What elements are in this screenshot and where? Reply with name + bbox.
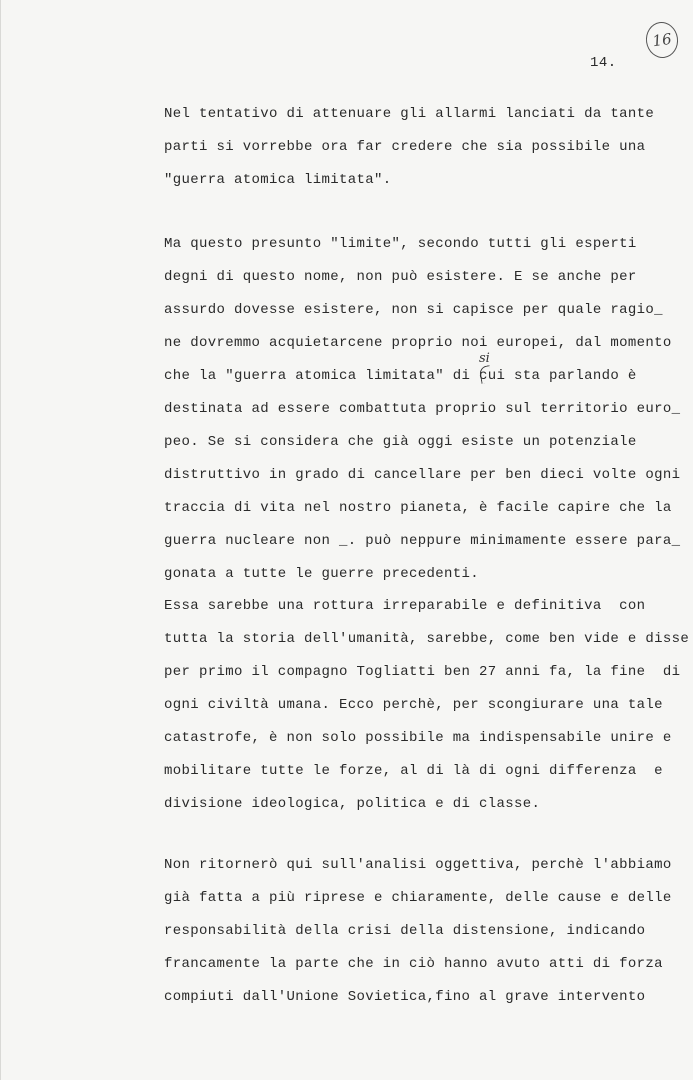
text-line: "guerra atomica limitata".	[164, 172, 392, 188]
archive-stamp: 16	[644, 20, 681, 60]
text-line: già fatta a più riprese e chiaramente, delle cause e delle	[164, 890, 672, 906]
text-line: che la "guerra atomica limitata" di cui sta parlando è	[164, 368, 637, 384]
page-number: 14.	[590, 55, 617, 71]
text-line: francamente la parte che in ciò hanno avuto atti di forza	[164, 956, 663, 972]
text-line: mobilitare tutte le forze, al di là di ogni differenza e	[164, 763, 663, 779]
text-line: catastrofe, è non solo possibile ma indispensabile unire e	[164, 730, 672, 746]
text-line: degni di questo nome, non può esistere. E se anche per	[164, 269, 637, 285]
text-line: compiuti dall'Unione Sovietica,fino al grave intervento	[164, 989, 646, 1005]
text-line: Ma questo presunto "limite", secondo tutti gli esperti	[164, 236, 637, 252]
text-line: peo. Se si considera che già oggi esiste un potenziale	[164, 434, 637, 450]
handwritten-insertion: si	[479, 351, 490, 366]
text-line: ogni civiltà umana. Ecco perchè, per scongiurare una tale	[164, 697, 663, 713]
text-line: gonata a tutte le guerre precedenti.	[164, 566, 480, 582]
text-line: Non ritornerò qui sull'analisi oggettiva, perchè l'abbiamo	[164, 857, 672, 873]
text-line: assurdo dovesse esistere, non si capisce per quale ragio_	[164, 302, 663, 318]
text-line: guerra nucleare non _. può neppure minimamente essere para_	[164, 533, 681, 549]
text-line: responsabilità della crisi della distensione, indicando	[164, 923, 646, 939]
text-line: ne dovremmo acquietarcene proprio noi europei, dal momento	[164, 335, 672, 351]
text-line: divisione ideologica, politica e di classe.	[164, 796, 541, 812]
text-line: Nel tentativo di attenuare gli allarmi lanciati da tante	[164, 106, 655, 122]
text-line: parti si vorrebbe ora far credere che sia possibile una	[164, 139, 646, 155]
text-line: tutta la storia dell'umanità, sarebbe, come ben vide e disse	[164, 631, 690, 647]
text-line: Essa sarebbe una rottura irreparabile e definitiva con	[164, 598, 646, 614]
text-line: destinata ad essere combattuta proprio sul territorio euro_	[164, 401, 681, 417]
text-line: distruttivo in grado di cancellare per ben dieci volte ogni	[164, 467, 681, 483]
text-line: traccia di vita nel nostro pianeta, è facile capire che la	[164, 500, 672, 516]
text-line: per primo il compagno Togliatti ben 27 anni fa, la fine di	[164, 664, 681, 680]
